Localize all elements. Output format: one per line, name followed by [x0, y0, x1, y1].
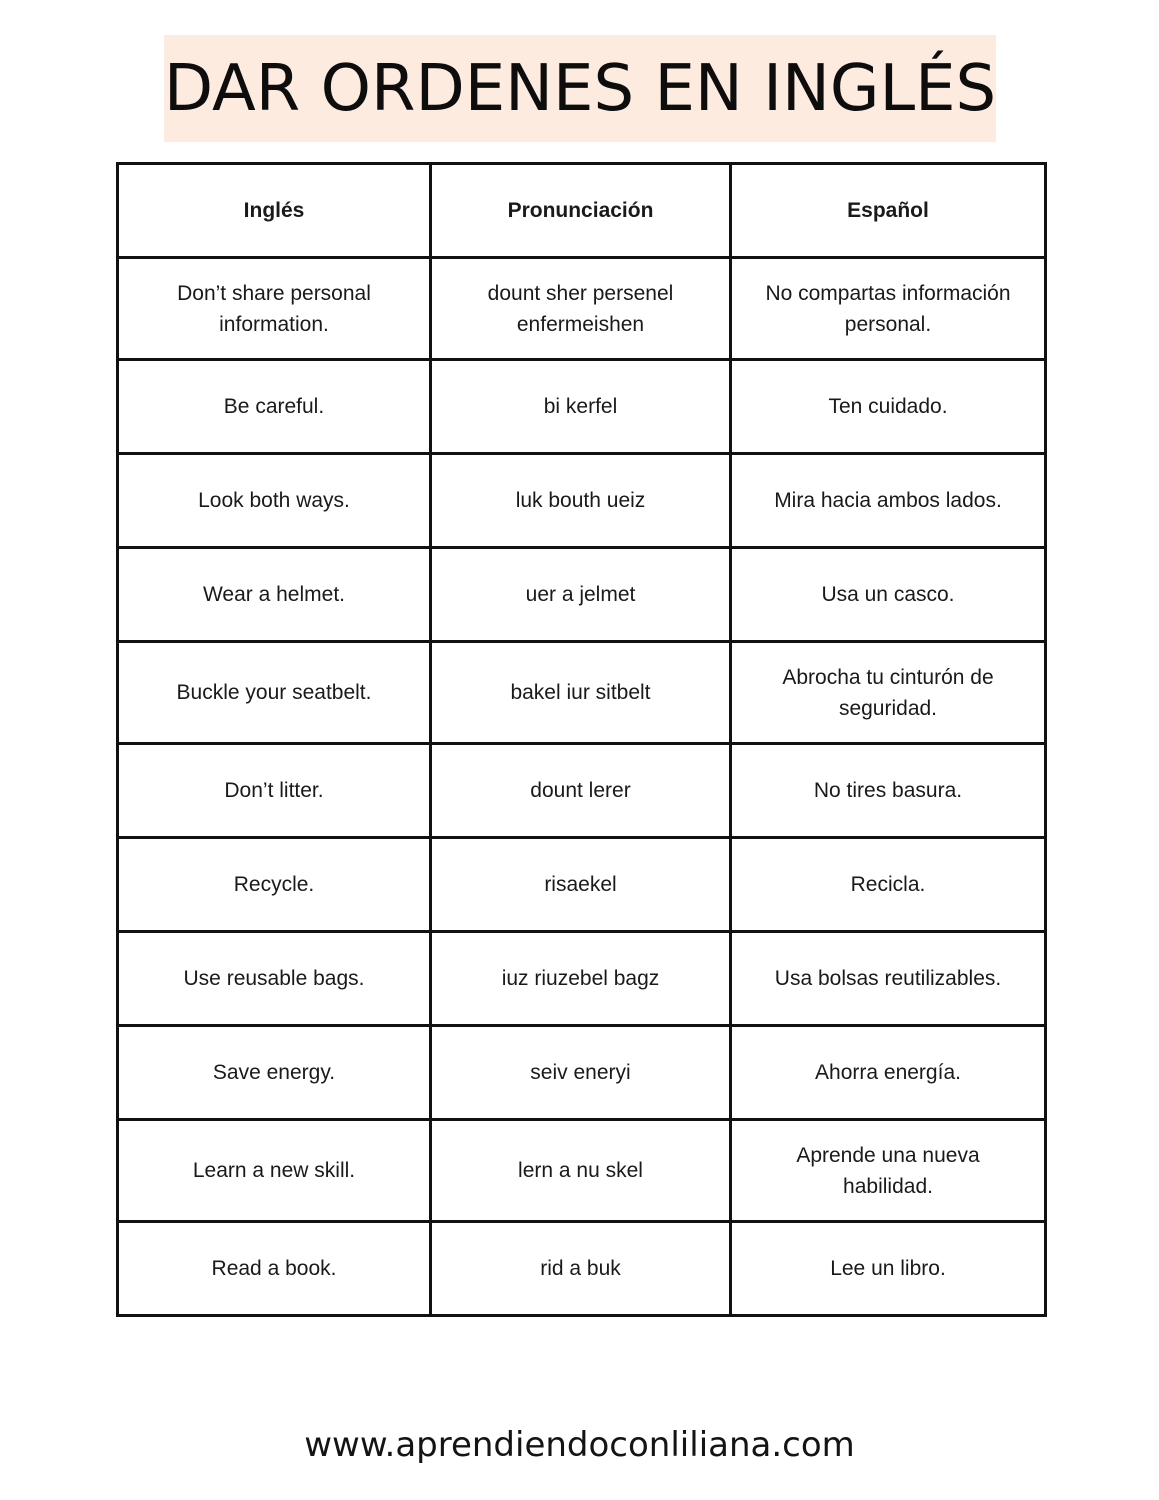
table-row: [118, 1222, 1046, 1316]
cell-spanish: Mira hacia ambos lados.: [731, 454, 1046, 548]
cell-pronunciation: bakel iur sitbelt: [431, 642, 731, 744]
cell-english: Read a book.: [118, 1222, 431, 1316]
cell-spanish: Usa bolsas reutilizables.: [731, 932, 1046, 1026]
page-title: DAR ORDENES EN INGLÉS: [163, 51, 997, 126]
cell-pronunciation: dount lerer: [431, 744, 731, 838]
cell-pronunciation: uer a jelmet: [431, 548, 731, 642]
cell-pronunciation: lern a nu skel: [431, 1120, 731, 1222]
website-url[interactable]: www.aprendiendoconliliana.com: [304, 1425, 855, 1465]
cell-pronunciation: bi kerfel: [431, 360, 731, 454]
table-row: [118, 744, 1046, 838]
phrases-table: [116, 162, 1047, 1317]
cell-english: Look both ways.: [118, 454, 431, 548]
table-row: [118, 1026, 1046, 1120]
cell-spanish: No tires basura.: [731, 744, 1046, 838]
cell-pronunciation: seiv eneryi: [431, 1026, 731, 1120]
table-row: [118, 1120, 1046, 1222]
table-row: [118, 838, 1046, 932]
cell-spanish: Aprende una nueva habilidad.: [731, 1120, 1046, 1222]
cell-spanish: Usa un casco.: [731, 548, 1046, 642]
cell-english: Recycle.: [118, 838, 431, 932]
cell-spanish: No compartas información personal.: [731, 258, 1046, 360]
cell-pronunciation: luk bouth ueiz: [431, 454, 731, 548]
title-banner: [164, 35, 996, 142]
cell-pronunciation: dount sher persenel enfermeishen: [431, 258, 731, 360]
header-spanish: Español: [731, 164, 1046, 258]
cell-english: Use reusable bags.: [118, 932, 431, 1026]
table-row: [118, 642, 1046, 744]
header-pronunciation: Pronunciación: [431, 164, 731, 258]
cell-english: Don’t litter.: [118, 744, 431, 838]
table-row: [118, 548, 1046, 642]
table-row: [118, 932, 1046, 1026]
cell-pronunciation: rid a buk: [431, 1222, 731, 1316]
cell-english: Be careful.: [118, 360, 431, 454]
cell-pronunciation: iuz riuzebel bagz: [431, 932, 731, 1026]
cell-english: Save energy.: [118, 1026, 431, 1120]
cell-spanish: Recicla.: [731, 838, 1046, 932]
table-header-row: [118, 164, 1046, 258]
cell-spanish: Ahorra energía.: [731, 1026, 1046, 1120]
cell-english: Learn a new skill.: [118, 1120, 431, 1222]
cell-english: Don’t share personal information.: [118, 258, 431, 360]
cell-spanish: Ten cuidado.: [731, 360, 1046, 454]
cell-pronunciation: risaekel: [431, 838, 731, 932]
cell-spanish: Lee un libro.: [731, 1222, 1046, 1316]
table-row: [118, 360, 1046, 454]
header-english: Inglés: [118, 164, 431, 258]
cell-english: Buckle your seatbelt.: [118, 642, 431, 744]
table-row: [118, 258, 1046, 360]
cell-spanish: Abrocha tu cinturón de seguridad.: [731, 642, 1046, 744]
cell-english: Wear a helmet.: [118, 548, 431, 642]
table-row: [118, 454, 1046, 548]
